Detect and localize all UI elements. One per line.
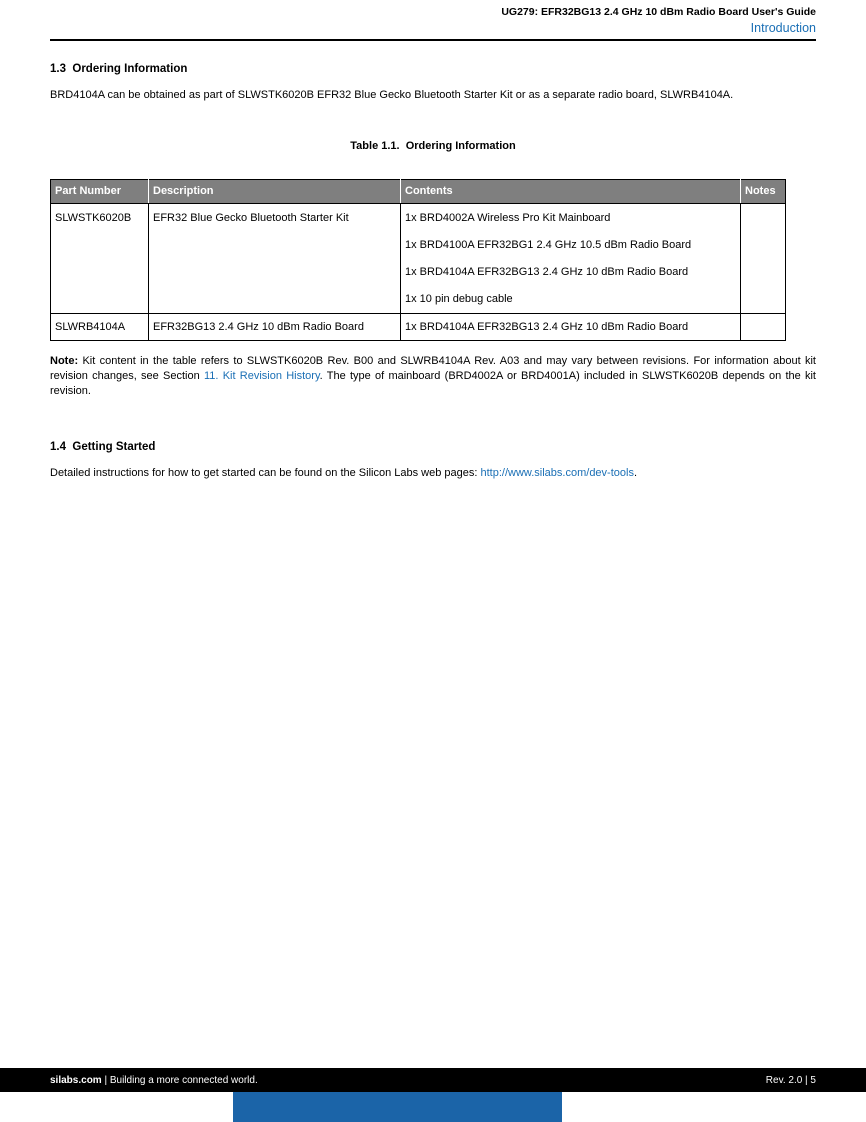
contents-line: 1x BRD4002A Wireless Pro Kit Mainboard xyxy=(405,212,611,224)
getting-started-paragraph xyxy=(50,466,816,481)
page-header xyxy=(0,0,866,41)
table-row xyxy=(51,314,786,341)
contents-line: 1x BRD4100A EFR32BG1 2.4 GHz 10.5 dBm Radio Board xyxy=(405,239,692,251)
cell-part-number: SLWRB4104A xyxy=(51,314,149,341)
dev-tools-link[interactable]: http://www.silabs.com/dev-tools xyxy=(480,467,634,479)
cell-contents xyxy=(401,314,741,341)
section-heading-getting-started: 1.4 Getting Started xyxy=(50,441,156,453)
table-header-row xyxy=(51,180,786,204)
footer-blue-decoration xyxy=(233,1092,562,1122)
getting-started-text: Detailed instructions for how to get started can be found on the Silicon Labs web pages: xyxy=(50,467,481,479)
cell-notes xyxy=(741,314,786,341)
section-heading-ordering-information: 1.3 Ordering Information xyxy=(50,63,188,75)
page-footer xyxy=(0,1068,866,1122)
column-header-description: Description xyxy=(149,180,401,204)
cell-description: EFR32 Blue Gecko Bluetooth Starter Kit xyxy=(149,204,401,314)
cell-part-number: SLWSTK6020B xyxy=(51,204,149,314)
getting-started-text-suffix: . xyxy=(633,467,638,479)
footer-left xyxy=(50,1075,258,1086)
main-content xyxy=(0,63,866,481)
cell-notes xyxy=(741,204,786,314)
contents-line: 1x BRD4104A EFR32BG13 2.4 GHz 10 dBm Radio Board xyxy=(405,321,689,333)
footer-bar xyxy=(0,1068,866,1092)
cell-description: EFR32BG13 2.4 GHz 10 dBm Radio Board xyxy=(149,314,401,341)
note-text-segment: Kit content in the table refers to SLWSTK6020B Rev. B00 and SLWRB4104A Rev. A03 and may vary between revisions. For information about kit revision changes, see Section xyxy=(50,355,816,382)
footer-brand-link[interactable]: silabs.com xyxy=(50,1074,102,1086)
doc-title: UG279: EFR32BG13 2.4 GHz 10 dBm Radio Board User's Guide xyxy=(501,6,816,18)
contents-line: 1x BRD4104A EFR32BG13 2.4 GHz 10 dBm Radio Board xyxy=(405,266,689,278)
header-chapter-label: Introduction xyxy=(750,21,816,35)
note-label: Note: xyxy=(50,355,79,367)
kit-revision-history-link[interactable]: 11. Kit Revision History xyxy=(203,370,320,382)
column-header-notes: Notes xyxy=(741,180,786,204)
header-divider xyxy=(50,39,816,41)
note-paragraph xyxy=(50,354,816,399)
contents-line: 1x 10 pin debug cable xyxy=(405,293,513,305)
column-header-contents: Contents xyxy=(401,180,741,204)
table-caption: Table 1.1. Ordering Information xyxy=(350,140,516,152)
ordering-information-table xyxy=(50,179,786,341)
table-row xyxy=(51,204,786,314)
ordering-information-paragraph: BRD4104A can be obtained as part of SLWSTK6020B EFR32 Blue Gecko Bluetooth Starter Kit or as a separate radio board, SLWRB4104A. xyxy=(50,89,734,101)
cell-contents xyxy=(401,204,741,314)
column-header-part-number: Part Number xyxy=(51,180,149,204)
footer-tagline: | Building a more connected world. xyxy=(101,1074,258,1086)
note-text-segment: . The type of mainboard (BRD4002A or BRD4001A) included in SLWSTK6020B depends on the kit revision. xyxy=(50,370,816,397)
footer-revision-page-number: Rev. 2.0 | 5 xyxy=(765,1074,816,1086)
